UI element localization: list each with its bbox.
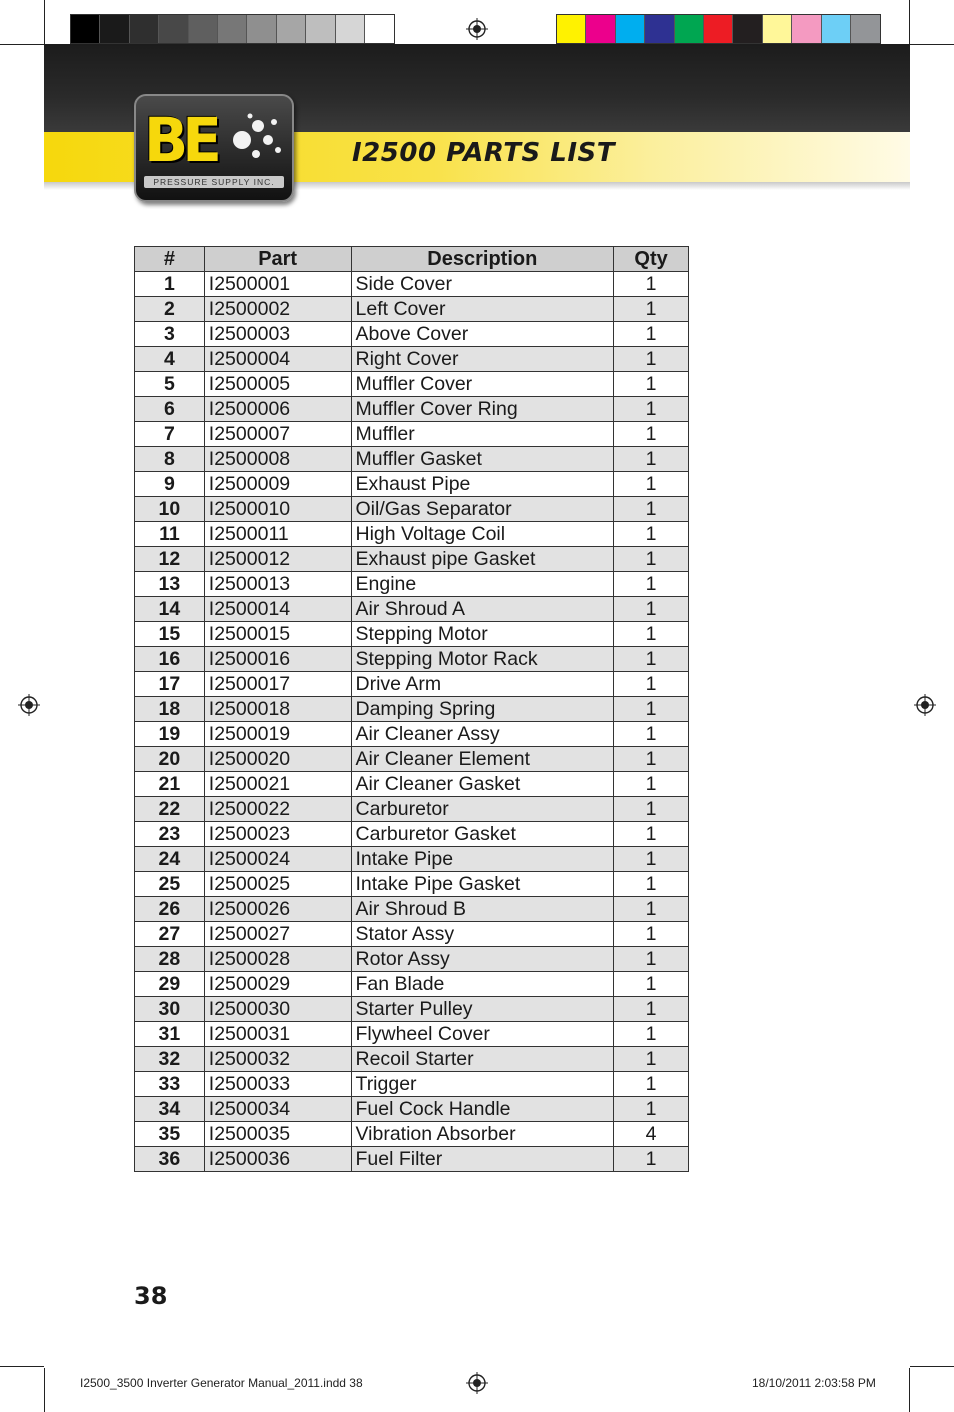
table-row bbox=[135, 522, 689, 547]
crop-mark bbox=[910, 1366, 954, 1367]
cell-number: 2 bbox=[135, 297, 205, 322]
cell-qty: 1 bbox=[614, 497, 689, 522]
cell-part: I2500030 bbox=[204, 997, 351, 1022]
cell-number: 26 bbox=[135, 897, 205, 922]
cell-part: I2500029 bbox=[204, 972, 351, 997]
cell-description: Stepping Motor bbox=[351, 622, 614, 647]
cell-part: I2500004 bbox=[204, 347, 351, 372]
cell-number: 33 bbox=[135, 1072, 205, 1097]
cell-description: Muffler bbox=[351, 422, 614, 447]
table-row bbox=[135, 422, 689, 447]
cell-part: I2500022 bbox=[204, 797, 351, 822]
registration-mark-icon bbox=[914, 694, 936, 716]
cell-number: 17 bbox=[135, 672, 205, 697]
cell-description: Damping Spring bbox=[351, 697, 614, 722]
slug-file-info: I2500_3500 Inverter Generator Manual_2011.indd 38 bbox=[80, 1376, 363, 1390]
calibration-swatch bbox=[616, 15, 645, 43]
grayscale-calibration-bar bbox=[70, 14, 395, 44]
table-row bbox=[135, 597, 689, 622]
cell-number: 28 bbox=[135, 947, 205, 972]
calibration-swatch bbox=[336, 15, 365, 43]
cell-number: 20 bbox=[135, 747, 205, 772]
cell-qty: 1 bbox=[614, 297, 689, 322]
table-row bbox=[135, 1122, 689, 1147]
cell-qty: 1 bbox=[614, 422, 689, 447]
cell-description: Starter Pulley bbox=[351, 997, 614, 1022]
crop-mark bbox=[0, 1366, 44, 1367]
cell-number: 16 bbox=[135, 647, 205, 672]
cell-part: I2500023 bbox=[204, 822, 351, 847]
column-header-description: Description bbox=[351, 247, 614, 272]
cell-part: I2500005 bbox=[204, 372, 351, 397]
cell-description: Above Cover bbox=[351, 322, 614, 347]
table-row bbox=[135, 922, 689, 947]
cell-number: 31 bbox=[135, 1022, 205, 1047]
table-row bbox=[135, 397, 689, 422]
be-pressure-logo bbox=[134, 94, 294, 202]
cell-part: I2500025 bbox=[204, 872, 351, 897]
cell-description: Exhaust pipe Gasket bbox=[351, 547, 614, 572]
cell-number: 1 bbox=[135, 272, 205, 297]
color-calibration-bar bbox=[556, 14, 881, 44]
cell-number: 4 bbox=[135, 347, 205, 372]
table-row bbox=[135, 322, 689, 347]
cell-part: I2500008 bbox=[204, 447, 351, 472]
cell-description: Drive Arm bbox=[351, 672, 614, 697]
cell-description: Rotor Assy bbox=[351, 947, 614, 972]
registration-mark-icon bbox=[18, 694, 40, 716]
cell-number: 21 bbox=[135, 772, 205, 797]
cell-description: Intake Pipe bbox=[351, 847, 614, 872]
table-row bbox=[135, 647, 689, 672]
page-number: 38 bbox=[134, 1282, 168, 1310]
cell-number: 11 bbox=[135, 522, 205, 547]
crop-mark bbox=[44, 0, 45, 44]
table-row bbox=[135, 1147, 689, 1172]
table-row bbox=[135, 272, 689, 297]
cell-qty: 1 bbox=[614, 447, 689, 472]
cell-qty: 1 bbox=[614, 522, 689, 547]
table-row bbox=[135, 1047, 689, 1072]
cell-description: Recoil Starter bbox=[351, 1047, 614, 1072]
cell-qty: 1 bbox=[614, 897, 689, 922]
calibration-swatch bbox=[277, 15, 306, 43]
table-row bbox=[135, 722, 689, 747]
cell-qty: 1 bbox=[614, 647, 689, 672]
cell-part: I2500012 bbox=[204, 547, 351, 572]
table-row bbox=[135, 1072, 689, 1097]
crop-mark bbox=[0, 44, 44, 45]
table-row bbox=[135, 372, 689, 397]
calibration-swatch bbox=[71, 15, 100, 43]
cell-qty: 1 bbox=[614, 1022, 689, 1047]
cell-qty: 1 bbox=[614, 572, 689, 597]
cell-part: I2500035 bbox=[204, 1122, 351, 1147]
cell-description: Muffler Gasket bbox=[351, 447, 614, 472]
cell-qty: 1 bbox=[614, 872, 689, 897]
cell-description: Stator Assy bbox=[351, 922, 614, 947]
cell-number: 14 bbox=[135, 597, 205, 622]
cell-qty: 1 bbox=[614, 397, 689, 422]
cell-qty: 1 bbox=[614, 822, 689, 847]
table-row bbox=[135, 497, 689, 522]
cell-qty: 1 bbox=[614, 997, 689, 1022]
cell-part: I2500006 bbox=[204, 397, 351, 422]
crop-mark bbox=[909, 1368, 910, 1412]
cell-part: I2500014 bbox=[204, 597, 351, 622]
cell-number: 23 bbox=[135, 822, 205, 847]
table-header-row bbox=[135, 247, 689, 272]
cell-part: I2500019 bbox=[204, 722, 351, 747]
registration-mark-icon bbox=[466, 1372, 488, 1394]
table-row bbox=[135, 897, 689, 922]
calibration-swatch bbox=[130, 15, 159, 43]
table-row bbox=[135, 572, 689, 597]
cell-description: Air Cleaner Gasket bbox=[351, 772, 614, 797]
cell-description: Carburetor bbox=[351, 797, 614, 822]
cell-description: Fan Blade bbox=[351, 972, 614, 997]
cell-number: 29 bbox=[135, 972, 205, 997]
crop-mark bbox=[909, 0, 910, 44]
cell-qty: 1 bbox=[614, 372, 689, 397]
table-row bbox=[135, 472, 689, 497]
cell-part: I2500028 bbox=[204, 947, 351, 972]
cell-number: 8 bbox=[135, 447, 205, 472]
cell-qty: 1 bbox=[614, 347, 689, 372]
cell-number: 36 bbox=[135, 1147, 205, 1172]
cell-description: Fuel Filter bbox=[351, 1147, 614, 1172]
calibration-swatch bbox=[247, 15, 276, 43]
cell-part: I2500027 bbox=[204, 922, 351, 947]
cell-qty: 1 bbox=[614, 672, 689, 697]
calibration-swatch bbox=[189, 15, 218, 43]
cell-part: I2500018 bbox=[204, 697, 351, 722]
cell-number: 22 bbox=[135, 797, 205, 822]
calibration-swatch bbox=[100, 15, 129, 43]
cell-number: 32 bbox=[135, 1047, 205, 1072]
cell-part: I2500011 bbox=[204, 522, 351, 547]
cell-qty: 1 bbox=[614, 622, 689, 647]
cell-part: I2500032 bbox=[204, 1047, 351, 1072]
cell-number: 25 bbox=[135, 872, 205, 897]
cell-part: I2500013 bbox=[204, 572, 351, 597]
table-row bbox=[135, 1022, 689, 1047]
cell-qty: 1 bbox=[614, 547, 689, 572]
parts-table bbox=[134, 246, 689, 1172]
calibration-swatch bbox=[792, 15, 821, 43]
table-row bbox=[135, 1097, 689, 1122]
parts-table-body bbox=[135, 272, 689, 1172]
table-row bbox=[135, 447, 689, 472]
cell-description: Side Cover bbox=[351, 272, 614, 297]
cell-qty: 1 bbox=[614, 1072, 689, 1097]
table-row bbox=[135, 697, 689, 722]
cell-part: I2500003 bbox=[204, 322, 351, 347]
cell-qty: 1 bbox=[614, 472, 689, 497]
cell-qty: 1 bbox=[614, 847, 689, 872]
calibration-swatch bbox=[851, 15, 880, 43]
table-row bbox=[135, 822, 689, 847]
table-row bbox=[135, 547, 689, 572]
cell-part: I2500021 bbox=[204, 772, 351, 797]
cell-number: 7 bbox=[135, 422, 205, 447]
table-row bbox=[135, 747, 689, 772]
cell-qty: 1 bbox=[614, 322, 689, 347]
cell-qty: 1 bbox=[614, 772, 689, 797]
cell-description: Intake Pipe Gasket bbox=[351, 872, 614, 897]
column-header-qty: Qty bbox=[614, 247, 689, 272]
table-row bbox=[135, 347, 689, 372]
calibration-swatch bbox=[763, 15, 792, 43]
cell-qty: 1 bbox=[614, 972, 689, 997]
cell-part: I2500036 bbox=[204, 1147, 351, 1172]
table-row bbox=[135, 997, 689, 1022]
cell-qty: 1 bbox=[614, 797, 689, 822]
cell-number: 35 bbox=[135, 1122, 205, 1147]
cell-part: I2500017 bbox=[204, 672, 351, 697]
cell-description: Trigger bbox=[351, 1072, 614, 1097]
cell-qty: 4 bbox=[614, 1122, 689, 1147]
calibration-swatch bbox=[586, 15, 615, 43]
cell-description: Flywheel Cover bbox=[351, 1022, 614, 1047]
cell-description: Oil/Gas Separator bbox=[351, 497, 614, 522]
cell-part: I2500010 bbox=[204, 497, 351, 522]
cell-description: Muffler Cover Ring bbox=[351, 397, 614, 422]
cell-part: I2500007 bbox=[204, 422, 351, 447]
cell-description: Stepping Motor Rack bbox=[351, 647, 614, 672]
cell-part: I2500015 bbox=[204, 622, 351, 647]
cell-description: Left Cover bbox=[351, 297, 614, 322]
cell-number: 34 bbox=[135, 1097, 205, 1122]
cell-qty: 1 bbox=[614, 597, 689, 622]
cell-qty: 1 bbox=[614, 272, 689, 297]
cell-description: Engine bbox=[351, 572, 614, 597]
calibration-swatch bbox=[675, 15, 704, 43]
cell-part: I2500020 bbox=[204, 747, 351, 772]
cell-number: 15 bbox=[135, 622, 205, 647]
cell-qty: 1 bbox=[614, 1047, 689, 1072]
cell-number: 18 bbox=[135, 697, 205, 722]
cell-qty: 1 bbox=[614, 1147, 689, 1172]
cell-number: 9 bbox=[135, 472, 205, 497]
table-row bbox=[135, 797, 689, 822]
cell-qty: 1 bbox=[614, 722, 689, 747]
cell-number: 5 bbox=[135, 372, 205, 397]
table-row bbox=[135, 947, 689, 972]
page-title: I2500 PARTS LIST bbox=[352, 138, 615, 168]
table-row bbox=[135, 622, 689, 647]
cell-number: 30 bbox=[135, 997, 205, 1022]
cell-part: I2500034 bbox=[204, 1097, 351, 1122]
cell-description: Air Shroud A bbox=[351, 597, 614, 622]
paint-splash-icon bbox=[228, 110, 286, 168]
calibration-swatch bbox=[306, 15, 335, 43]
cell-part: I2500009 bbox=[204, 472, 351, 497]
cell-qty: 1 bbox=[614, 922, 689, 947]
crop-mark bbox=[44, 1368, 45, 1412]
cell-qty: 1 bbox=[614, 1097, 689, 1122]
cell-part: I2500001 bbox=[204, 272, 351, 297]
calibration-swatch bbox=[704, 15, 733, 43]
cell-qty: 1 bbox=[614, 947, 689, 972]
cell-number: 6 bbox=[135, 397, 205, 422]
cell-part: I2500016 bbox=[204, 647, 351, 672]
table-row bbox=[135, 872, 689, 897]
cell-part: I2500002 bbox=[204, 297, 351, 322]
slug-timestamp: 18/10/2011 2:03:58 PM bbox=[752, 1376, 876, 1390]
cell-number: 13 bbox=[135, 572, 205, 597]
cell-description: Air Shroud B bbox=[351, 897, 614, 922]
table-row bbox=[135, 672, 689, 697]
cell-qty: 1 bbox=[614, 747, 689, 772]
cell-description: Vibration Absorber bbox=[351, 1122, 614, 1147]
calibration-swatch bbox=[557, 15, 586, 43]
table-row bbox=[135, 297, 689, 322]
cell-number: 10 bbox=[135, 497, 205, 522]
cell-number: 19 bbox=[135, 722, 205, 747]
column-header-number: # bbox=[135, 247, 205, 272]
calibration-swatch bbox=[822, 15, 851, 43]
calibration-swatch bbox=[218, 15, 247, 43]
cell-part: I2500031 bbox=[204, 1022, 351, 1047]
cell-description: Carburetor Gasket bbox=[351, 822, 614, 847]
cell-description: Air Cleaner Element bbox=[351, 747, 614, 772]
calibration-swatch bbox=[365, 15, 394, 43]
cell-part: I2500026 bbox=[204, 897, 351, 922]
logo-subtitle: PRESSURE SUPPLY INC. bbox=[144, 176, 284, 188]
cell-part: I2500033 bbox=[204, 1072, 351, 1097]
logo-letters: BE bbox=[144, 104, 216, 176]
cell-description: Air Cleaner Assy bbox=[351, 722, 614, 747]
cell-qty: 1 bbox=[614, 697, 689, 722]
calibration-swatch bbox=[733, 15, 762, 43]
crop-mark bbox=[910, 44, 954, 45]
column-header-part: Part bbox=[204, 247, 351, 272]
calibration-swatch bbox=[645, 15, 674, 43]
cell-number: 12 bbox=[135, 547, 205, 572]
table-row bbox=[135, 847, 689, 872]
cell-number: 3 bbox=[135, 322, 205, 347]
cell-description: Muffler Cover bbox=[351, 372, 614, 397]
table-row bbox=[135, 772, 689, 797]
cell-description: Fuel Cock Handle bbox=[351, 1097, 614, 1122]
cell-description: Right Cover bbox=[351, 347, 614, 372]
cell-description: Exhaust Pipe bbox=[351, 472, 614, 497]
cell-description: High Voltage Coil bbox=[351, 522, 614, 547]
calibration-swatch bbox=[159, 15, 188, 43]
cell-number: 27 bbox=[135, 922, 205, 947]
registration-mark-icon bbox=[466, 18, 488, 40]
cell-part: I2500024 bbox=[204, 847, 351, 872]
table-row bbox=[135, 972, 689, 997]
cell-number: 24 bbox=[135, 847, 205, 872]
